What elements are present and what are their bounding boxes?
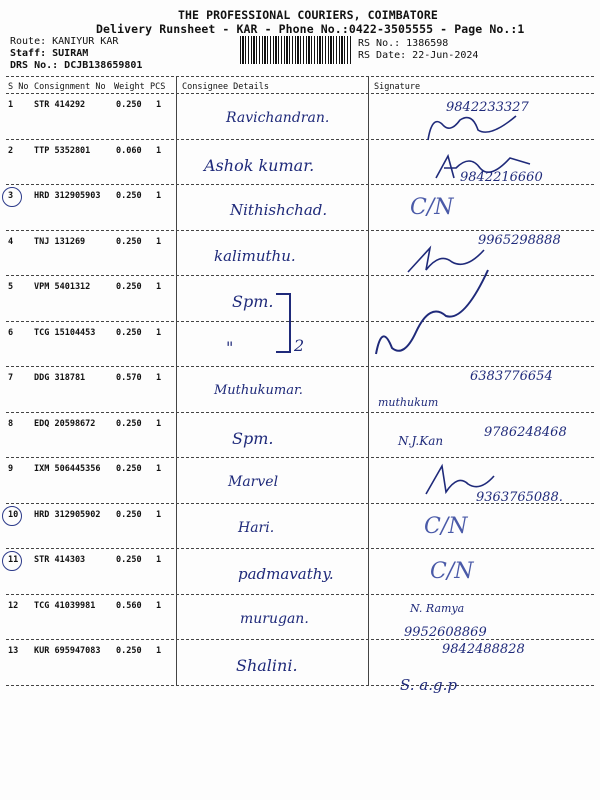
row-consignee: padmavathy. [238, 565, 334, 583]
row-weight: 0.250 [116, 282, 142, 292]
row-consignment-no: IXM 506445356 [34, 464, 101, 474]
col-weight: Weight [114, 82, 145, 92]
signature-name: muthukum [378, 396, 439, 409]
row-circle-mark [2, 551, 22, 571]
row-weight: 0.250 [116, 191, 142, 201]
row-pcs: 1 [156, 145, 162, 156]
row-sno: 11 [8, 555, 19, 565]
row-sno: 7 [8, 373, 14, 383]
col-divider [368, 140, 369, 186]
row-weight: 0.250 [116, 509, 142, 520]
row-circle-mark [2, 506, 22, 526]
row-consignment-no: STR 414303 [34, 555, 86, 565]
row-pcs: 1 [156, 191, 162, 201]
row-pcs: 1 [156, 327, 162, 338]
col-divider [176, 504, 177, 550]
route-label: Route: KANIYUR KAR [10, 36, 119, 47]
col-divider [368, 458, 369, 504]
row-sno: 4 [8, 236, 14, 247]
row-weight: 0.250 [116, 100, 142, 110]
row-consignee: Nithishchad. [230, 201, 328, 219]
row-divider [6, 503, 594, 504]
row-consignment-no: TCG 41039981 [34, 600, 96, 611]
row-divider [6, 639, 594, 640]
row-signature: 9842216660 [460, 169, 543, 185]
row-signature: 9965298888 [478, 232, 561, 248]
col-divider [176, 231, 177, 277]
row-pcs: 1 [156, 373, 162, 383]
row-sno: 13 [8, 646, 19, 656]
row-consignment-no: VPM 5401312 [34, 282, 91, 292]
signature-name: N. Ramya [410, 602, 465, 615]
row-divider [6, 412, 594, 413]
row-signature: 6383776654 [470, 369, 553, 384]
row-weight: 0.250 [116, 646, 142, 656]
row-signature: 9842488828 [442, 642, 525, 657]
col-divider [368, 76, 369, 94]
row-weight: 0.570 [116, 373, 142, 383]
row-circle-mark [2, 187, 22, 207]
signature-scribble-icon [420, 110, 530, 150]
row-divider [6, 275, 594, 276]
col-signature: Signature [374, 82, 421, 92]
row-divider [6, 594, 594, 595]
col-divider [176, 322, 177, 368]
row-consignment-no: DDG 318781 [34, 373, 86, 383]
row-sno: 12 [8, 600, 19, 611]
row-consignee: Spm. [232, 292, 274, 311]
row-sno: 3 [8, 191, 14, 201]
row-sno: 9 [8, 464, 14, 474]
signature-scribble-icon [430, 150, 540, 186]
row-weight: 0.250 [116, 418, 142, 429]
row-pcs: 1 [156, 555, 162, 565]
row-pcs: 1 [156, 282, 162, 292]
col-consignee: Consignee Details [182, 82, 269, 92]
signature-name: S. a.g.p [400, 676, 457, 694]
row-consignee: Marvel [228, 474, 279, 490]
col-consignment: Consignment No [34, 82, 106, 92]
col-divider [368, 549, 369, 595]
col-divider [368, 94, 369, 140]
row-weight: 0.250 [116, 555, 142, 565]
row-consignee: Ashok kumar. [204, 155, 315, 175]
col-divider [368, 640, 369, 686]
col-divider [176, 549, 177, 595]
row-divider [6, 230, 594, 231]
row-pcs: 1 [156, 236, 162, 247]
row-signature-cn: C/N [424, 513, 468, 539]
staff-label: Staff: SUIRAM [10, 48, 89, 59]
row-signature: 9786248468 [484, 424, 567, 440]
row-pcs: 1 [156, 646, 162, 656]
signature-name: N.J.Kan [398, 434, 444, 448]
row-weight: 0.560 [116, 600, 142, 611]
company-name: THE PROFESSIONAL COURIERS, COIMBATORE [178, 8, 438, 22]
group-mark: 2 [294, 336, 305, 355]
runsheet-subtitle: Delivery Runsheet - KAR - Phone No.:0422-3505555 - Page No.:1 [96, 22, 525, 36]
row-consignee: " [226, 337, 234, 357]
row-consignment-no: STR 414292 [34, 100, 86, 110]
col-divider [176, 640, 177, 686]
col-divider [176, 367, 177, 413]
row-consignee: Spm. [232, 428, 274, 448]
row-consignee: Ravichandran. [226, 110, 330, 126]
col-divider [176, 185, 177, 231]
row-sno: 6 [8, 327, 14, 338]
row-signature: 9363765088. [476, 490, 563, 505]
row-consignee: Muthukumar. [214, 383, 303, 398]
col-pcs: PCS [150, 82, 166, 92]
row-consignment-no: TTP 5352801 [34, 145, 91, 156]
row-divider [6, 548, 594, 549]
row-consignment-no: TNJ 131269 [34, 236, 86, 247]
row-pcs: 1 [156, 100, 162, 110]
row-consignment-no: TCG 15104453 [34, 327, 96, 338]
row-divider [6, 366, 594, 367]
col-divider [368, 504, 369, 550]
barcode-icon [240, 36, 352, 64]
col-divider [368, 185, 369, 231]
col-divider [368, 595, 369, 641]
signature-scribble-icon [420, 462, 500, 498]
row-consignment-no: EDQ 20598672 [34, 418, 96, 429]
header-divider-bottom [6, 93, 594, 94]
row-sno: 8 [8, 418, 14, 429]
row-sno: 5 [8, 282, 14, 292]
col-divider [368, 367, 369, 413]
row-consignee: kalimuthu. [214, 246, 296, 265]
row-sno: 2 [8, 145, 14, 156]
row-signature: 9952608869 [404, 624, 487, 640]
row-signature-cn: C/N [430, 559, 474, 584]
col-divider [176, 140, 177, 186]
row-consignee: murugan. [240, 610, 309, 627]
row-consignment-no: HRD 312905903 [34, 191, 101, 201]
drs-number: DRS No.: DCJB138659801 [10, 60, 143, 71]
row-weight: 0.250 [116, 236, 142, 247]
col-divider [176, 276, 177, 322]
row-signature: 9842233327 [446, 100, 529, 115]
row-signature-cn: C/N [410, 195, 454, 220]
row-consignment-no: HRD 312905902 [34, 509, 101, 520]
row-divider [6, 457, 594, 458]
row-pcs: 1 [156, 600, 162, 611]
row-pcs: 1 [156, 418, 162, 429]
rs-number: RS No.: 1386598 [358, 38, 449, 49]
col-sno: S No [8, 82, 29, 92]
signature-scribble-icon [368, 262, 498, 362]
row-consignment-no: KUR 695947083 [34, 646, 101, 656]
col-divider [176, 458, 177, 504]
row-sno: 1 [8, 100, 14, 110]
row-weight: 0.250 [116, 327, 142, 338]
row-sno: 10 [8, 509, 19, 520]
col-divider [176, 94, 177, 140]
col-divider [176, 413, 177, 459]
row-consignee: Hari. [238, 519, 275, 536]
col-divider [176, 76, 177, 94]
rs-date: RS Date: 22-Jun-2024 [358, 50, 479, 61]
row-weight: 0.060 [116, 145, 142, 156]
row-pcs: 1 [156, 509, 162, 520]
row-weight: 0.250 [116, 464, 142, 474]
row-divider [6, 685, 594, 686]
row-consignee: Shalini. [236, 656, 298, 675]
row-pcs: 1 [156, 464, 162, 474]
col-divider [176, 595, 177, 641]
col-divider [368, 413, 369, 459]
header-divider-top [6, 76, 594, 77]
